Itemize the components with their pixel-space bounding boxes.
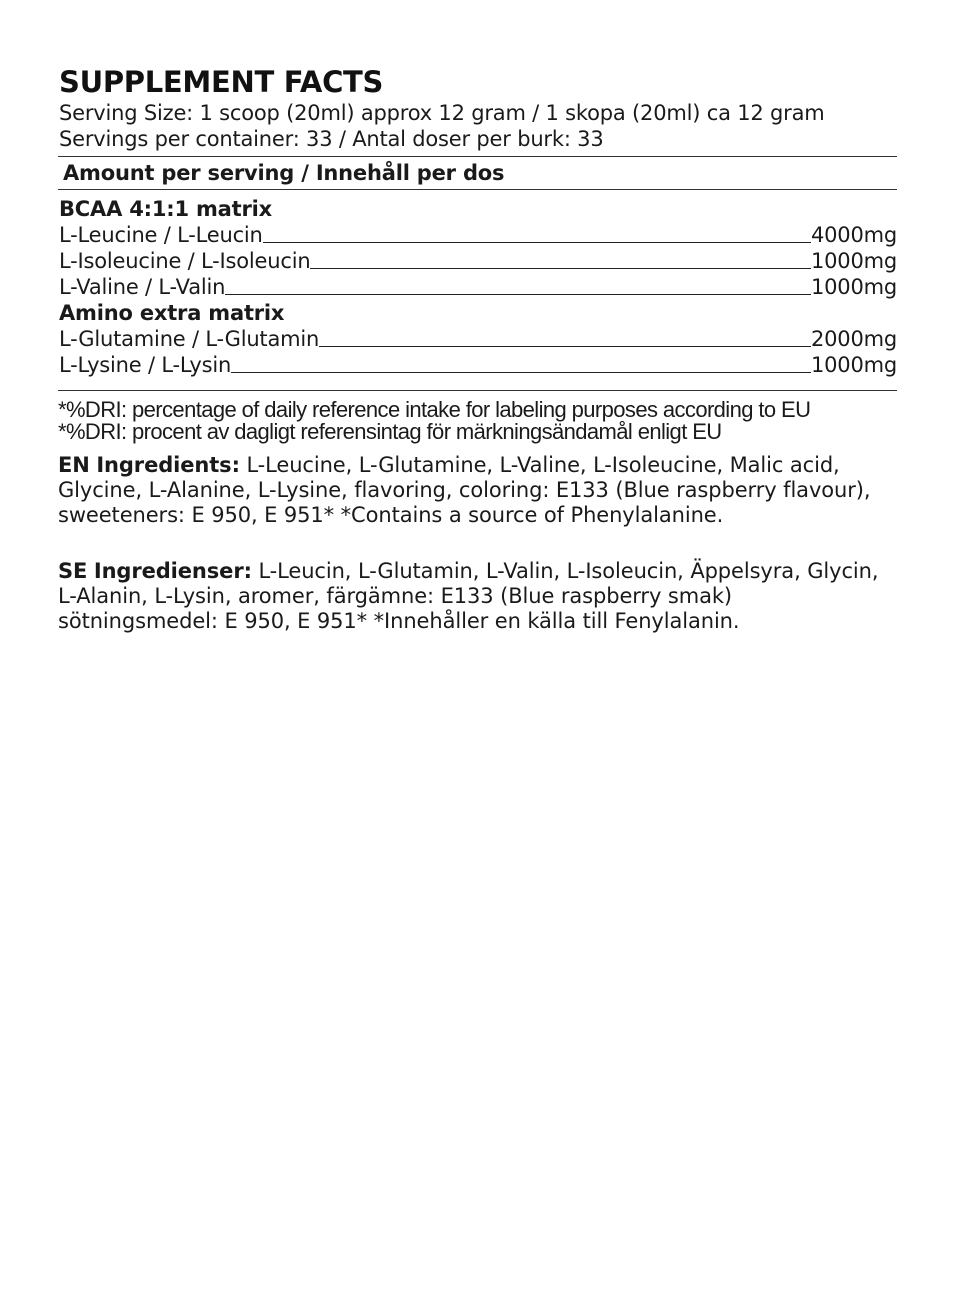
label-title: SUPPLEMENT FACTS xyxy=(59,65,384,99)
nutrient-row xyxy=(58,326,897,352)
nutrient-amount: 1000mg xyxy=(810,249,897,273)
amount-per-serving-header: Amount per serving / Innehåll per dos xyxy=(63,161,505,185)
leader-line xyxy=(225,293,811,295)
leader-line xyxy=(263,241,811,243)
nutrient-amount: 4000mg xyxy=(810,223,897,247)
serving-size: Serving Size: 1 scoop (20ml) approx 12 gram / 1 skopa (20ml) ca 12 gram xyxy=(59,101,825,125)
nutrient-amount: 1000mg xyxy=(810,353,897,377)
nutrient-row xyxy=(58,222,897,248)
nutrient-row xyxy=(58,248,897,274)
nutrient-name: L-Leucine / L-Leucin xyxy=(59,223,263,247)
ingredients-se-lang: SE xyxy=(58,559,88,583)
ingredients-en-label: Ingredients: xyxy=(96,453,240,477)
group-title-bcaa: BCAA 4:1:1 matrix xyxy=(59,197,272,221)
ingredients-se-label: Ingredienser: xyxy=(93,559,252,583)
nutrient-name: L-Lysine / L-Lysin xyxy=(59,353,232,377)
ingredients-en-lang: EN xyxy=(58,453,90,477)
nutrient-name: L-Isoleucine / L-Isoleucin xyxy=(59,249,311,273)
ingredients-se xyxy=(58,559,897,634)
servings-per-container: Servings per container: 33 / Antal doser per burk: 33 xyxy=(59,127,604,151)
supplement-facts-label xyxy=(58,64,897,634)
leader-line xyxy=(319,345,811,347)
dri-note-se: *%DRI: procent av dagligt referensintag för märkningsändamål enligt EU xyxy=(58,419,722,444)
leader-line xyxy=(231,371,811,373)
nutrient-amount: 2000mg xyxy=(810,327,897,351)
nutrient-row xyxy=(58,274,897,300)
ingredients-en-text: L-Leucine, L-Glutamine, L-Valine, L-Isoleucine, Malic acid, Glycine, L-Alanine, L-Lysine, flavoring, coloring: E133 (Blue raspberry flavour), sweeteners: E 950, E 951* *Contains a source of Phenylalanine. xyxy=(58,453,871,527)
nutrient-row xyxy=(58,352,897,378)
ingredients-en xyxy=(58,453,897,528)
nutrient-name: L-Glutamine / L-Glutamin xyxy=(59,327,320,351)
leader-line xyxy=(310,267,811,269)
nutrient-name: L-Valine / L-Valin xyxy=(59,275,226,299)
group-title-amino-extra: Amino extra matrix xyxy=(59,301,285,325)
nutrient-amount: 1000mg xyxy=(810,275,897,299)
ingredients-se-text: L-Leucin, L-Glutamin, L-Valin, L-Isoleucin, Äppelsyra, Glycin, L-Alanin, L-Lysin, aromer, färgämne: E133 (Blue raspberry smak) sötningsmedel: E 950, E 951* *Innehåller en källa till Fenylalanin. xyxy=(58,559,879,633)
nutrient-list xyxy=(58,190,897,390)
dri-note xyxy=(58,391,897,443)
dri-note-en: *%DRI: percentage of daily reference intake for labeling purposes according to EU xyxy=(58,397,811,422)
